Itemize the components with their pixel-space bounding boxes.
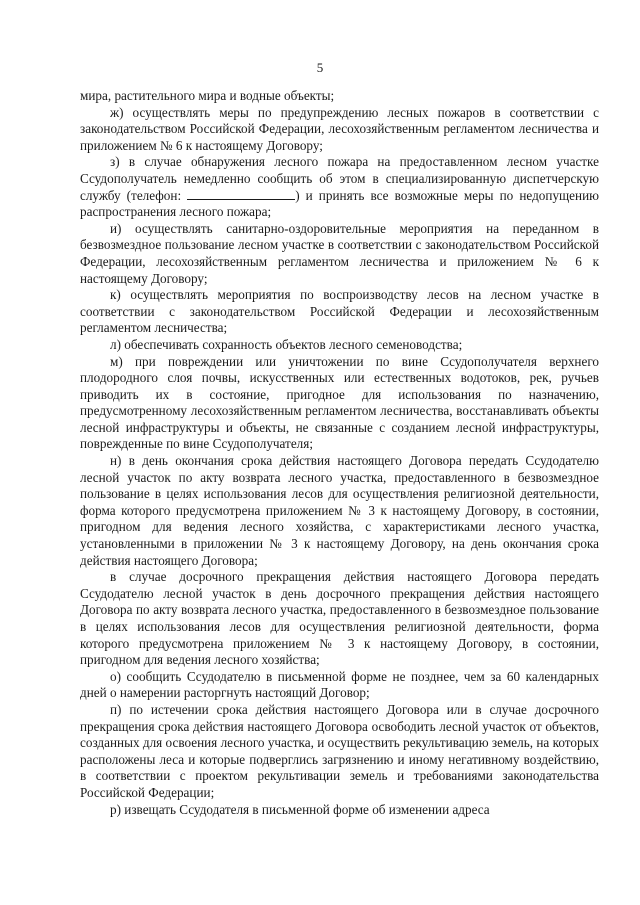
paragraph-zh: ж) осуществлять меры по предупреждению лесных пожаров в соответствии с законодательством Российской Федерации, лесохозяйственным регламентом лесничества и приложением № 6 к настоящему Договору; <box>80 104 599 153</box>
paragraph-continuation: мира, растительного мира и водные объекты; <box>80 88 335 103</box>
paragraph-l: л) обеспечивать сохранность объектов лесного семеноводства; <box>110 336 463 352</box>
phone-blank-line <box>187 188 295 200</box>
paragraph-p: п) по истечении срока действия настоящего Договора или в случае досрочного прекращения срока действия настоящего Договора освободить лесной участок от объектов, созданных для освоения лесного участка, и осуществить рекультивацию земель, на которых расположены леса и которые подверглись загрязнению и иному негативному воздействию, в соответствии с проектом рекультивации земель и требованиями законодательства Российской Федерации; <box>80 701 599 800</box>
paragraph-z-text: з) в случае обнаружения лесного пожара на предоставленном лесном участке Ссудополучатель немедленно сообщить об этом в специализированную диспетчерскую службу (телефон: <box>80 154 599 203</box>
page-number: 5 <box>316 60 324 75</box>
paragraph-n: н) в день окончания срока действия настоящего Договора передать Ссудодателю лесной участок по акту возврата лесного участка, предоставленного в безвозмездное пользование в целях использования лесов для осуществления религиозной деятельности, форма которого предусмотрена приложением № 3 к настоящему Договору, в состоянии, пригодном для ведения лесного хозяйства, с характеристиками лесного участка, установленными в приложении № 3 к настоящему Договору, на день окончания срока действия настоящего Договора; <box>80 453 599 568</box>
paragraph-z <box>80 154 599 220</box>
paragraph-k: к) осуществлять мероприятия по воспроизводству лесов на лесном участке в соответствии с законодательством Российской Федерации и лесохозяйственным регламентом лесничества; <box>80 287 599 336</box>
paragraph-o: о) сообщить Ссудодателю в письменной форме не позднее, чем за 60 календарных дней о намерении расторгнуть настоящий Договор; <box>80 668 599 701</box>
paragraph-r: р) извещать Ссудодателя в письменной форме об изменении адреса <box>110 801 490 817</box>
paragraph-early-termination: в случае досрочного прекращения действия настоящего Договора передать Ссудодателю лесной участок в день досрочного прекращения действия настоящего Договора по акту возврата лесного участка, предоставленного в безвозмездное пользование в целях использования лесов для осуществления религиозной деятельности, форма которого предусмотрена приложением № 3 к настоящему Договору, в состоянии, пригодном для ведения лесного хозяйства; <box>80 569 599 668</box>
document-body <box>80 88 599 818</box>
paragraph-i: и) осуществлять санитарно-оздоровительные мероприятия на переданном в безвозмездное пользование лесном участке в соответствии с законодательством Российской Федерации, лесохозяйственным регламентом лесничества и приложением № 6 к настоящему Договору; <box>80 220 599 286</box>
paragraph-m: м) при повреждении или уничтожении по вине Ссудополучателя верхнего плодородного слоя почвы, искусственных или естественных водотоков, рек, ручьев приводить их в состояние, пригодное для использования по назначению, предусмотренному лесохозяйственным регламентом лесничества, восстанавливать объекты лесной инфраструктуры и объекты, не связанные с созданием лесной инфраструктуры, поврежденные по вине Ссудополучателя; <box>80 353 599 452</box>
paragraph-z-tail: ) и принять все возможные меры по недопущению распространения лесного пожара; <box>80 187 600 220</box>
